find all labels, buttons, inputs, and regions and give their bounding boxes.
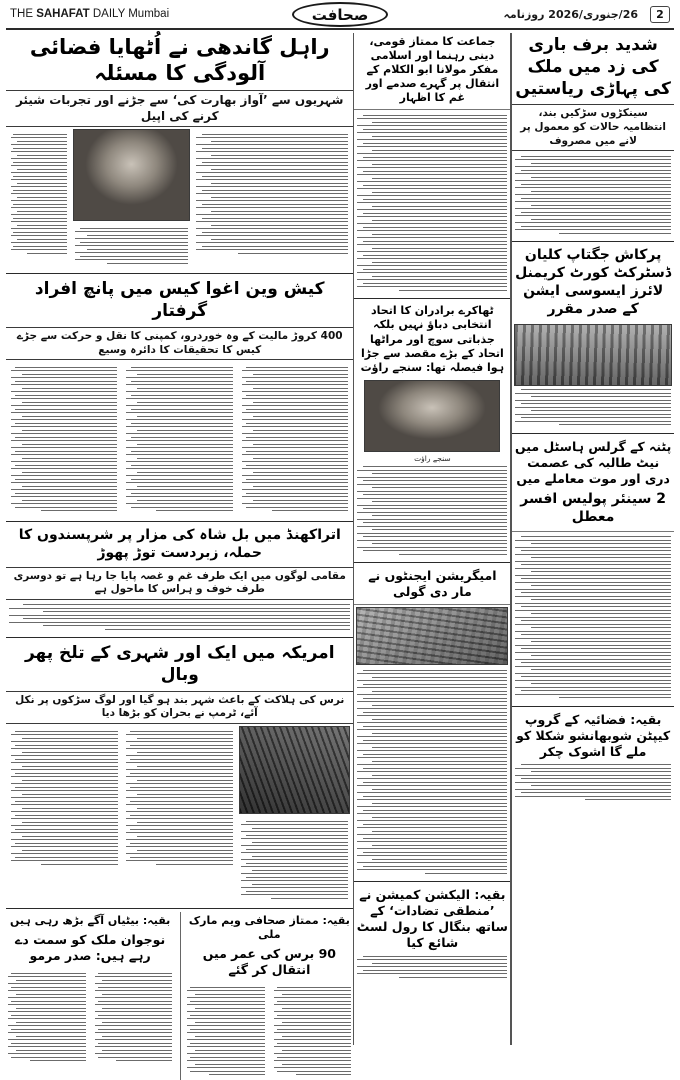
jagtap-body: [512, 387, 674, 428]
uttarakhand-subheadline: مقامی لوگوں میں ایک طرف غم و غصہ پایا جا رہا ہے تو دوسری طرف خوف و ہراس کا ماحول ہے: [6, 567, 353, 600]
masthead: [6, 0, 674, 30]
cashvan-body-col1: [240, 362, 351, 516]
jagtap-photo: [514, 324, 672, 386]
immigration-headline: امیگریشن ایجنٹوں نے مار دی گولی: [368, 568, 497, 600]
page-number: 2: [650, 6, 670, 23]
journalist-body-col1: [272, 982, 354, 1080]
scholar-headline: جماعت کا ممتاز قومی، دینی رہنما اور اسلامی مفکر مولانا ابو الکلام کے انتقال پر گہرے صدمے اور غم کا اظہار: [365, 35, 500, 105]
publication-date: 26/جنوری/2026 روزنامہ: [503, 7, 638, 21]
article-thackeray: [354, 302, 510, 557]
article-america: [6, 641, 353, 903]
america-body-col2: [124, 726, 235, 869]
immigration-body: [354, 667, 510, 876]
snowfall-subheadline: سینکڑوں سڑکیں بند، انتظامیہ حالات کو معمول پر لانے میں مصروف: [512, 104, 674, 151]
rahul-body-col3: [9, 129, 69, 258]
patna-headline: پٹنہ کے گرلس ہاسٹل میں نیٹ طالبہ کی عصمت دری اور موت معاملے میں: [514, 438, 672, 486]
president-body-col2: [6, 968, 88, 1066]
cashvan-headline: کیش وین اغوا کیس میں پانچ افراد گرفتار: [34, 279, 325, 322]
article-shukla: [512, 710, 674, 803]
shukla-body: [512, 762, 674, 803]
patna-headline-2: 2 سینئر پولیس افسر معطل: [520, 490, 666, 525]
uttarakhand-headline: اتراکھنڈ میں بل شاہ کی مزار پر شرپسندوں کا حملہ، زبردست توڑ پھوڑ: [18, 526, 341, 561]
column-middle: [353, 33, 511, 1045]
cashvan-subheadline: 400 کروڑ مالیت کے وہ خوردرو، کمپنی کا نقل و حرکت سے جڑے کیس کا تحقیقات کا دائرہ وسیع: [6, 327, 353, 360]
america-body-col1: [239, 816, 350, 903]
rahul-photo: [73, 129, 189, 221]
article-cash-van: [6, 277, 353, 515]
publication-name: [10, 8, 169, 20]
publication-brand: SAHAFAT: [36, 8, 90, 20]
snowfall-headline: شدید برف باری کی زد میں ملک کی پہاڑی ریاستیں: [515, 35, 671, 99]
article-jagtap: [512, 245, 674, 428]
america-photo: [239, 726, 350, 814]
thackeray-caption: سنجے راؤت: [414, 453, 451, 463]
column-right: [6, 33, 353, 1045]
america-body-col3: [9, 726, 120, 869]
america-subheadline: نرس کی ہلاکت کے باعث شہر بند ہو گیا اور لوگ سڑکوں پر نکل آئے، ٹرمپ نے بحران کو بڑھا دیا: [6, 691, 353, 724]
article-uttarakhand: [6, 525, 353, 633]
president-body-col1: [93, 968, 175, 1066]
patna-body: [512, 534, 674, 701]
publication-the: THE: [10, 8, 37, 20]
uttarakhand-body: [6, 602, 353, 633]
page-grid: [6, 30, 674, 1045]
america-headline: امریکہ میں ایک اور شہری کے تلخ پھر وبال: [24, 643, 335, 686]
article-patna: [512, 437, 674, 701]
journalist-headline: بقیہ: ممتاز صحافی ویم مارک ملی: [188, 914, 350, 942]
president-headline: بقیہ: بیٹیاں آگے بڑھ رہی ہیں: [9, 914, 171, 928]
column-divider-1: [511, 33, 512, 1045]
thackeray-body: [354, 464, 510, 558]
rahul-headline: راہل گاندھی نے اُٹھایا فضائی آلودگی کا مسئلہ: [29, 35, 330, 85]
article-immigration: [354, 566, 510, 876]
column-left: [512, 33, 674, 1045]
masthead-left: [503, 6, 670, 23]
article-rahul: [6, 33, 353, 268]
cashvan-body: [6, 362, 353, 516]
rahul-subheadline: شہریوں سے ’آواز بھارت کی‘ سے جڑنے اور تجربات شیئر کرنے کی اپیل: [6, 90, 353, 127]
article-election: [354, 885, 510, 980]
article-snowfall: [512, 33, 674, 236]
article-islamic-scholar: [354, 33, 510, 293]
thackeray-photo: [364, 380, 500, 452]
thackeray-headline: ٹھاکرے برادران کا اتحاد انتخابی دباؤ نہیں بلکہ جذباتی سوچ اور مراٹھا اتحاد کے بڑے مقصد سے جڑا ہوا فیصلہ تھا: سنجے راؤت: [360, 304, 505, 374]
rahul-body-col1: [194, 129, 351, 258]
immigration-photo: [356, 607, 508, 665]
cashvan-body-col3: [9, 362, 120, 516]
journalist-body-col2: [185, 982, 267, 1080]
president-headline-2: نوجوان ملک کو سمت دے رہے ہیں: صدر مرمو: [15, 932, 166, 964]
jagtap-headline: پرکاش جگتاپ کلیان ڈسٹرکٹ کورٹ کریمنل لائرز ایسوسی ایشن کے صدر مقرر: [515, 247, 672, 317]
election-headline: بقیہ: الیکشن کمیشن نے ’منطقی تضادات‘ کے ساتھ بنگال کا رول لسٹ شائع کیا: [356, 887, 508, 951]
article-journalist: [180, 912, 353, 1080]
scholar-body: [354, 112, 510, 293]
journalist-headline-2: 90 برس کی عمر میں انتقال کر گئے: [202, 946, 336, 978]
shukla-headline: بقیہ: فضائیہ کے گروپ کیپٹن شوبھانشو شکلا کو ملے گا اشوک چکر: [516, 711, 671, 759]
sahafat-logo: صحافت: [292, 2, 388, 27]
snowfall-body: [512, 153, 674, 236]
article-president: [6, 912, 174, 1080]
cashvan-body-col2: [124, 362, 235, 516]
rahul-body-col2: [73, 223, 189, 268]
bottom-continuations: [6, 912, 353, 1080]
publication-suffix: DAILY Mumbai: [89, 8, 170, 20]
election-body: [354, 953, 510, 980]
